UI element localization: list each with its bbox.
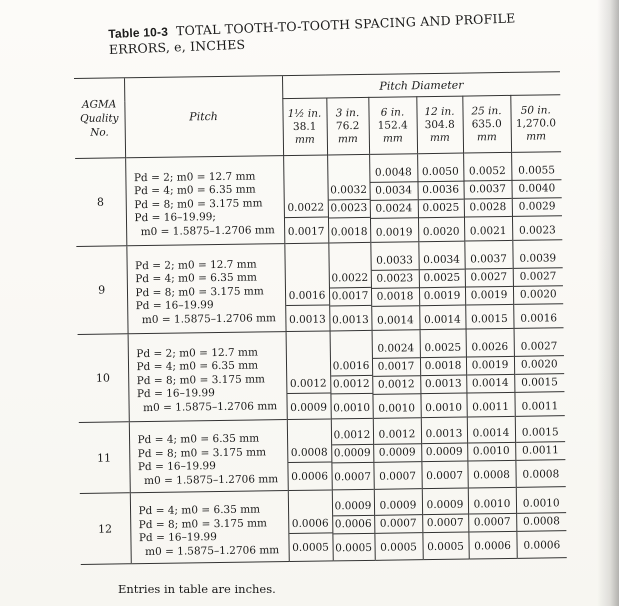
error-value: 0.0019 bbox=[465, 287, 512, 306]
error-value: 0.0006 bbox=[289, 515, 332, 534]
error-value-column bbox=[373, 418, 422, 490]
pitch-spec-line: Pd = 8; m0 = 3.175 mm bbox=[138, 516, 268, 531]
agma-quality-number: 12 bbox=[80, 493, 131, 565]
error-value: 0.0006 bbox=[523, 539, 561, 552]
error-value: 0.0012 bbox=[373, 376, 420, 395]
error-value: 0.0020 bbox=[514, 356, 564, 375]
error-value: 0.0013 bbox=[421, 376, 466, 395]
pitch-spec-cell bbox=[128, 332, 287, 422]
error-table bbox=[74, 71, 567, 565]
column-header-in: 12 in. bbox=[424, 105, 455, 118]
error-value: 0.0005 bbox=[380, 541, 418, 554]
error-value: 0.0019 bbox=[375, 226, 413, 239]
error-value: 0.0012 bbox=[331, 427, 372, 446]
error-value-column bbox=[370, 242, 419, 331]
column-header-mm: 152.4 bbox=[377, 118, 408, 132]
error-value: 0.0016 bbox=[520, 312, 558, 325]
error-value: 0.0009 bbox=[374, 444, 421, 463]
error-value-column bbox=[284, 243, 329, 332]
error-value-column bbox=[327, 154, 370, 243]
error-value bbox=[285, 270, 328, 288]
error-value-column bbox=[288, 490, 333, 562]
error-value: 0.0009 bbox=[422, 444, 467, 463]
error-value bbox=[288, 498, 331, 516]
error-value: 0.0033 bbox=[371, 252, 418, 271]
error-value: 0.0006 bbox=[474, 539, 512, 553]
agma-quality-number: 8 bbox=[75, 158, 126, 247]
error-value-column bbox=[374, 489, 423, 561]
agma-quality-number: 9 bbox=[76, 246, 127, 335]
pitch-spec-line: Pd = 8; m0 = 3.175 mm bbox=[134, 197, 263, 211]
error-value: 0.0009 bbox=[290, 401, 328, 415]
error-value: 0.0013 bbox=[331, 313, 369, 327]
error-value bbox=[286, 341, 329, 359]
error-value: 0.0009 bbox=[332, 445, 373, 464]
error-value bbox=[284, 165, 327, 183]
error-value: 0.0011 bbox=[521, 400, 559, 413]
error-value bbox=[329, 253, 370, 271]
column-header-mm: 304.8 bbox=[424, 118, 455, 131]
pitch-spec-line: Pd = 2; m0 = 12.7 mm bbox=[135, 258, 257, 272]
pitch-spec-line: Pd = 4; m0 = 6.35 mm bbox=[138, 503, 261, 518]
pitch-spec-line: Pd = 2; m0 = 12.7 mm bbox=[133, 170, 256, 184]
error-value: 0.0017 bbox=[329, 288, 370, 307]
error-value: 0.0052 bbox=[464, 163, 511, 182]
error-value: 0.0022 bbox=[284, 199, 327, 218]
error-value: 0.0020 bbox=[422, 225, 460, 239]
quality-group-row bbox=[76, 240, 563, 335]
pitch-diameter-column-header bbox=[282, 98, 327, 156]
pitch-diameter-column-header bbox=[326, 97, 369, 155]
error-value: 0.0007 bbox=[375, 515, 422, 534]
error-value: 0.0018 bbox=[371, 288, 418, 307]
column-header-mm: 635.0 bbox=[471, 117, 502, 130]
pitch-spec-line: Pd = 16–19.99 bbox=[135, 299, 214, 313]
error-value: 0.0014 bbox=[467, 425, 514, 444]
error-value-column bbox=[463, 152, 512, 241]
column-header-unit: mm bbox=[429, 131, 450, 144]
quality-group-row bbox=[78, 328, 565, 423]
error-value-column bbox=[514, 328, 565, 417]
error-value-column bbox=[515, 416, 566, 488]
table-title-text: TOTAL TOOTH-TO-TOOTH SPACING AND PROFILE ERRORS, e, INCHES bbox=[108, 10, 516, 57]
pitch-spec-line: m0 = 1.5875–1.2706 mm bbox=[140, 223, 275, 238]
error-value: 0.0007 bbox=[423, 515, 468, 534]
error-value: 0.0025 bbox=[418, 200, 463, 219]
error-value: 0.0017 bbox=[372, 358, 419, 377]
error-value-column bbox=[332, 489, 375, 561]
error-value-column bbox=[512, 240, 563, 329]
error-value-column bbox=[422, 488, 469, 560]
error-value-column bbox=[464, 240, 513, 329]
error-value: 0.0025 bbox=[420, 340, 465, 359]
column-header-mm: 1,270.0 bbox=[515, 116, 557, 130]
error-value: 0.0040 bbox=[512, 180, 562, 199]
error-value: 0.0010 bbox=[516, 495, 566, 514]
pitch-spec-line: m0 = 1.5875–1.2706 mm bbox=[145, 543, 280, 558]
column-header-in: 50 in. bbox=[520, 103, 551, 117]
error-value: 0.0007 bbox=[426, 469, 464, 483]
error-value: 0.0016 bbox=[285, 287, 328, 306]
pitch-diameter-column-header bbox=[416, 96, 463, 154]
column-header-in: 3 in. bbox=[335, 106, 360, 119]
error-value: 0.0037 bbox=[464, 181, 511, 200]
error-value: 0.0007 bbox=[469, 514, 516, 533]
error-value: 0.0027 bbox=[514, 338, 564, 357]
error-value: 0.0010 bbox=[333, 401, 371, 415]
error-value: 0.0024 bbox=[370, 200, 417, 219]
error-value: 0.0014 bbox=[467, 375, 514, 394]
error-value: 0.0039 bbox=[513, 250, 563, 269]
error-value-column bbox=[511, 152, 562, 241]
error-value: 0.0021 bbox=[469, 224, 507, 238]
error-value: 0.0010 bbox=[425, 401, 463, 415]
table-title bbox=[108, 9, 549, 58]
error-value: 0.0024 bbox=[372, 340, 419, 359]
error-value: 0.0028 bbox=[464, 199, 511, 218]
error-value: 0.0027 bbox=[513, 268, 563, 287]
error-value-column bbox=[417, 153, 464, 242]
agma-header-line: Quality bbox=[79, 111, 119, 125]
pitch-header: Pitch bbox=[124, 76, 283, 158]
error-value-column bbox=[331, 418, 374, 490]
error-value: 0.0011 bbox=[516, 442, 566, 461]
error-value: 0.0037 bbox=[465, 251, 512, 270]
error-value: 0.0017 bbox=[287, 225, 325, 239]
error-value: 0.0006 bbox=[291, 470, 329, 484]
error-value: 0.0011 bbox=[472, 400, 510, 414]
column-header-unit: mm bbox=[526, 129, 547, 143]
error-value: 0.0019 bbox=[466, 357, 513, 376]
error-value: 0.0022 bbox=[329, 270, 370, 289]
agma-quality-number: 11 bbox=[79, 422, 130, 494]
error-value bbox=[328, 165, 369, 183]
error-value: 0.0032 bbox=[328, 182, 369, 201]
table-footnote: Entries in table are inches. bbox=[118, 582, 276, 596]
error-value: 0.0014 bbox=[376, 314, 414, 327]
error-value: 0.0015 bbox=[470, 312, 508, 326]
column-header-in: 6 in. bbox=[380, 105, 405, 119]
error-value: 0.0055 bbox=[512, 162, 562, 181]
error-value: 0.0010 bbox=[468, 496, 515, 515]
pitch-spec-cell bbox=[126, 244, 285, 334]
error-value: 0.0023 bbox=[518, 224, 556, 237]
error-value: 0.0023 bbox=[328, 200, 369, 219]
column-header-in: 1½ in. bbox=[287, 107, 322, 120]
agma-quality-number: 10 bbox=[78, 334, 129, 423]
page-binding-shadow bbox=[597, 0, 619, 606]
error-value: 0.0012 bbox=[287, 375, 330, 394]
pitch-diameter-column-header bbox=[510, 95, 561, 153]
pitch-spec-line: Pd = 16–19.99 bbox=[138, 531, 217, 545]
error-value-column bbox=[372, 330, 421, 419]
error-value: 0.0016 bbox=[330, 358, 371, 377]
error-value-column bbox=[420, 329, 467, 418]
error-value: 0.0025 bbox=[419, 270, 464, 289]
column-header-mm: 76.2 bbox=[335, 119, 360, 132]
pitch-spec-line: Pd = 16–19.99 bbox=[136, 387, 215, 401]
error-value: 0.0008 bbox=[473, 468, 511, 482]
pitch-diameter-header: Pitch Diameter bbox=[282, 72, 560, 99]
error-value: 0.0009 bbox=[374, 497, 421, 516]
column-header-unit: mm bbox=[476, 130, 497, 143]
error-value-column bbox=[283, 155, 328, 244]
error-value-column bbox=[468, 487, 517, 559]
pitch-spec-cell bbox=[129, 420, 288, 493]
error-value: 0.0007 bbox=[379, 470, 417, 483]
pitch-spec-cell bbox=[130, 491, 289, 564]
error-value: 0.0012 bbox=[331, 376, 372, 395]
error-value: 0.0006 bbox=[333, 516, 374, 535]
error-value: 0.0005 bbox=[427, 540, 465, 554]
pitch-spec-line: m0 = 1.5875–1.2706 mm bbox=[144, 472, 279, 487]
pitch-spec-line: Pd = 4; m0 = 6.35 mm bbox=[134, 183, 256, 198]
pitch-spec-line: Pd = 16–19.99; bbox=[134, 211, 217, 225]
error-value-column bbox=[286, 331, 331, 420]
error-value: 0.0048 bbox=[370, 164, 417, 183]
pitch-spec-line: Pd = 2; m0 = 12.7 mm bbox=[136, 346, 258, 360]
pitch-spec-line: Pd = 8; m0 = 3.175 mm bbox=[135, 285, 264, 299]
pitch-spec-line: Pd = 8; m0 = 3.175 mm bbox=[137, 445, 267, 460]
table-container bbox=[74, 71, 567, 565]
pitch-diameter-column-header bbox=[368, 97, 417, 155]
pitch-spec-line: m0 = 1.5875–1.2706 mm bbox=[143, 399, 278, 414]
error-value: 0.0020 bbox=[513, 286, 563, 305]
error-value: 0.0019 bbox=[419, 288, 464, 307]
column-header-unit: mm bbox=[337, 132, 358, 145]
error-value-column bbox=[330, 330, 373, 419]
error-value bbox=[287, 427, 330, 445]
agma-quality-header bbox=[74, 78, 125, 159]
column-header-unit: mm bbox=[382, 131, 403, 145]
error-value: 0.0034 bbox=[370, 182, 417, 201]
error-value-column bbox=[466, 328, 515, 417]
pitch-diameter-column-header bbox=[462, 95, 511, 153]
error-value: 0.0009 bbox=[332, 498, 373, 517]
quality-group-row bbox=[75, 152, 562, 247]
error-value: 0.0018 bbox=[420, 358, 465, 377]
table-number: Table 10-3 bbox=[108, 24, 169, 41]
error-value: 0.0010 bbox=[378, 402, 416, 415]
error-value-column bbox=[418, 241, 465, 330]
pitch-spec-line: Pd = 4; m0 = 6.35 mm bbox=[135, 271, 257, 286]
error-value: 0.0027 bbox=[465, 269, 512, 288]
column-header-unit: mm bbox=[294, 133, 315, 146]
error-value: 0.0050 bbox=[418, 164, 463, 183]
error-value: 0.0018 bbox=[330, 225, 368, 239]
error-value: 0.0005 bbox=[335, 541, 373, 555]
error-value: 0.0008 bbox=[288, 444, 331, 463]
quality-group-row bbox=[79, 416, 566, 494]
pitch-spec-line: m0 = 1.5875–1.2706 mm bbox=[141, 311, 277, 326]
error-value-column bbox=[516, 487, 567, 559]
error-value: 0.0010 bbox=[468, 443, 515, 462]
error-value bbox=[330, 341, 371, 359]
error-value: 0.0023 bbox=[371, 270, 418, 289]
error-value: 0.0026 bbox=[466, 339, 513, 358]
error-value bbox=[286, 358, 329, 376]
error-value bbox=[285, 253, 328, 271]
error-value-column bbox=[328, 242, 371, 331]
error-value: 0.0008 bbox=[522, 468, 560, 481]
error-value: 0.0036 bbox=[418, 182, 463, 201]
error-value: 0.0012 bbox=[373, 426, 420, 445]
error-value: 0.0029 bbox=[512, 198, 562, 217]
error-value-column bbox=[369, 154, 418, 243]
pitch-spec-line: Pd = 4; m0 = 6.35 mm bbox=[136, 359, 259, 374]
error-value: 0.0007 bbox=[334, 470, 372, 484]
agma-header-line: No. bbox=[90, 126, 109, 139]
error-value: 0.0009 bbox=[422, 497, 467, 516]
pitch-spec-line: Pd = 4; m0 = 6.35 mm bbox=[137, 432, 260, 447]
error-value-column bbox=[421, 417, 468, 489]
column-header-mm: 38.1 bbox=[292, 120, 317, 133]
error-value: 0.0013 bbox=[288, 313, 326, 327]
error-value: 0.0034 bbox=[419, 252, 464, 271]
error-value-column bbox=[467, 416, 516, 488]
column-header-in: 25 in. bbox=[471, 104, 502, 117]
error-value: 0.0013 bbox=[421, 426, 466, 445]
pitch-spec-line: Pd = 8; m0 = 3.175 mm bbox=[136, 373, 266, 387]
error-value: 0.0008 bbox=[517, 513, 567, 532]
error-value: 0.0015 bbox=[515, 374, 565, 393]
error-value: 0.0015 bbox=[515, 424, 565, 443]
quality-group-row bbox=[80, 487, 567, 565]
pitch-spec-cell bbox=[125, 156, 284, 246]
error-value-column bbox=[287, 419, 332, 491]
error-value bbox=[284, 182, 327, 200]
agma-header-line: AGMA bbox=[81, 97, 117, 111]
error-value: 0.0014 bbox=[423, 313, 461, 327]
pitch-spec-line: Pd = 16–19.99 bbox=[137, 460, 216, 474]
error-value: 0.0005 bbox=[292, 541, 330, 554]
